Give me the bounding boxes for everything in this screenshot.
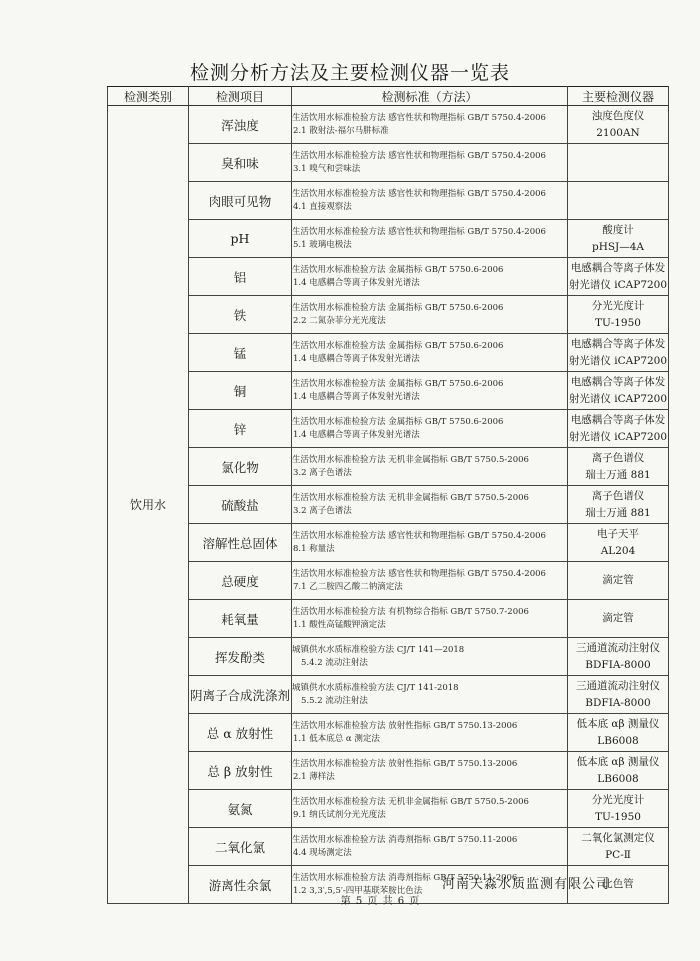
standard-line-2: 1.1 低本底总 α 测定法 <box>293 733 380 744</box>
standard-line-2: 3.2 离子色谱法 <box>293 467 352 478</box>
document-title: 检测分析方法及主要检测仪器一览表 <box>189 62 510 84</box>
test-standard <box>292 144 568 182</box>
test-item: 臭和味 <box>189 144 292 182</box>
instrument <box>568 524 669 562</box>
test-item: 氨氮 <box>189 790 292 828</box>
test-item: 总 β 放射性 <box>189 752 292 790</box>
test-item: 硫酸盐 <box>189 486 292 524</box>
test-standard <box>292 714 568 752</box>
instrument <box>568 448 669 486</box>
instrument <box>568 372 669 410</box>
test-standard <box>292 410 568 448</box>
test-standard <box>292 220 568 258</box>
standard-line-1: 生活饮用水标准检验方法 消毒剂指标 GB/T 5750.11-2006 <box>292 872 518 883</box>
test-item: 锌 <box>189 410 292 448</box>
instrument-line-1: 比色管 <box>602 878 634 890</box>
table-row <box>108 828 669 866</box>
table-row <box>108 258 669 296</box>
test-item: pH <box>189 220 292 258</box>
table-row <box>108 296 669 334</box>
test-item: 铜 <box>189 372 292 410</box>
standard-line-2: 2.1 薄样法 <box>293 771 335 782</box>
standard-line-1: 生活饮用水标准检验方法 感官性状和物理指标 GB/T 5750.4-2006 <box>292 530 546 541</box>
standard-line-1: 城镇供水水质标准检验方法 CJ/T 141-2018 <box>292 682 459 693</box>
table-body <box>108 106 669 904</box>
category-cell: 饮用水 <box>108 106 189 904</box>
instrument-line-1: 电感耦合等离子体发 <box>570 337 666 350</box>
table-row <box>108 562 669 600</box>
table-row <box>108 752 669 790</box>
standard-line-2: 1.4 电感耦合等离子体发射光谱法 <box>293 429 420 440</box>
instrument-line-2: LB6008 <box>597 772 639 785</box>
instrument-line-2: TU-1950 <box>595 810 641 823</box>
table-header-row <box>108 87 669 106</box>
standard-line-1: 生活饮用水标准检验方法 无机非金属指标 GB/T 5750.5-2006 <box>292 454 529 465</box>
test-standard <box>292 790 568 828</box>
table-row <box>108 144 669 182</box>
standard-line-1: 生活饮用水标准检验方法 无机非金属指标 GB/T 5750.5-2006 <box>292 796 529 807</box>
standard-line-2: 1.2 3,3′,5,5′-四甲基联苯胺比色法 <box>293 885 423 896</box>
standard-line-2: 3.2 离子色谱法 <box>293 505 352 516</box>
table-row <box>108 714 669 752</box>
table-row <box>108 334 669 372</box>
instrument-line-1: 滴定管 <box>602 612 634 624</box>
standard-line-2: 4.4 现场测定法 <box>293 847 352 858</box>
instrument <box>568 828 669 866</box>
instrument <box>568 334 669 372</box>
standard-line-1: 生活饮用水标准检验方法 金属指标 GB/T 5750.6-2006 <box>292 416 504 427</box>
standard-line-2: 1.4 电感耦合等离子体发射光谱法 <box>293 353 420 364</box>
standard-line-2: 2.1 散射法-福尔马肼标准 <box>293 125 389 136</box>
standard-line-2: 1.4 电感耦合等离子体发射光谱法 <box>293 391 420 402</box>
test-standard <box>292 486 568 524</box>
instrument-line-2: 射光谱仪 iCAP7200 <box>568 354 668 367</box>
instrument-line-2: pHSJ—4A <box>591 240 645 253</box>
instrument-line-2: 射光谱仪 iCAP7200 <box>568 430 668 443</box>
instrument <box>568 714 669 752</box>
instrument-line-1: 电感耦合等离子体发 <box>570 261 666 274</box>
standard-line-1: 生活饮用水标准检验方法 金属指标 GB/T 5750.6-2006 <box>292 302 504 313</box>
test-item: 铝 <box>189 258 292 296</box>
standard-line-2: 1.1 酸性高锰酸钾滴定法 <box>293 619 386 630</box>
test-item: 溶解性总固体 <box>189 524 292 562</box>
test-standard <box>292 258 568 296</box>
instrument-line-2: BDFIA-8000 <box>585 658 651 671</box>
instrument <box>568 600 669 638</box>
instrument-line-2: PC-Ⅱ <box>605 848 631 861</box>
header-standard: 检测标准（方法） <box>292 87 568 106</box>
instrument <box>568 410 669 448</box>
test-standard <box>292 752 568 790</box>
standard-line-1: 生活饮用水标准检验方法 有机物综合指标 GB/T 5750.7-2006 <box>292 606 529 617</box>
standard-line-1: 生活饮用水标准检验方法 感官性状和物理指标 GB/T 5750.4-2006 <box>292 112 546 123</box>
test-standard <box>292 448 568 486</box>
table-row <box>108 106 669 144</box>
standard-line-1: 生活饮用水标准检验方法 感官性状和物理指标 GB/T 5750.4-2006 <box>292 568 546 579</box>
header-item: 检测项目 <box>189 87 292 106</box>
standard-line-2: 8.1 称量法 <box>293 543 335 554</box>
standard-line-1: 生活饮用水标准检验方法 放射性指标 GB/T 5750.13-2006 <box>292 720 518 731</box>
instrument-line-2: LB6008 <box>597 734 639 747</box>
instrument <box>568 486 669 524</box>
test-item: 挥发酚类 <box>189 638 292 676</box>
standard-line-2: 4.1 直接观察法 <box>293 201 352 212</box>
methods-table <box>107 86 669 904</box>
instrument-line-2: 射光谱仪 iCAP7200 <box>568 278 668 291</box>
standard-line-2: 5.1 玻璃电极法 <box>293 239 352 250</box>
table-row <box>108 600 669 638</box>
standard-line-2: 1.4 电感耦合等离子体发射光谱法 <box>293 277 420 288</box>
test-item: 二氧化氯 <box>189 828 292 866</box>
test-item: 耗氧量 <box>189 600 292 638</box>
test-standard <box>292 372 568 410</box>
test-standard <box>292 676 568 714</box>
instrument-line-1: 离子色谱仪 <box>591 489 645 502</box>
instrument-line-1: 酸度计 <box>602 223 634 236</box>
instrument-line-2: 2100AN <box>596 126 640 139</box>
instrument-line-1: 电感耦合等离子体发 <box>570 375 666 388</box>
standard-line-1: 生活饮用水标准检验方法 金属指标 GB/T 5750.6-2006 <box>292 264 504 275</box>
test-item: 游离性余氯 <box>189 866 292 904</box>
standard-line-1: 生活饮用水标准检验方法 感官性状和物理指标 GB/T 5750.4-2006 <box>292 188 546 199</box>
table-row <box>108 638 669 676</box>
table-row <box>108 372 669 410</box>
standard-line-1: 生活饮用水标准检验方法 感官性状和物理指标 GB/T 5750.4-2006 <box>292 150 546 161</box>
instrument-line-2: BDFIA-8000 <box>585 696 651 709</box>
instrument-line-2: 瑞士万通 881 <box>585 468 651 481</box>
instrument <box>568 752 669 790</box>
test-standard <box>292 600 568 638</box>
standard-line-2: 5.4.2 流动注射法 <box>301 657 368 668</box>
table-row <box>108 524 669 562</box>
instrument-line-1: 浊度色度仪 <box>591 109 645 122</box>
instrument-line-2: 射光谱仪 iCAP7200 <box>568 392 668 405</box>
test-item: 铁 <box>189 296 292 334</box>
table-row <box>108 182 669 220</box>
standard-line-1: 生活饮用水标准检验方法 消毒剂指标 GB/T 5750.11-2006 <box>292 834 518 845</box>
header-category: 检测类别 <box>108 87 189 106</box>
instrument <box>568 676 669 714</box>
test-item: 浑浊度 <box>189 106 292 144</box>
instrument-line-1: 滴定管 <box>602 574 634 586</box>
standard-line-2: 2.2 二氮杂菲分光光度法 <box>293 315 386 326</box>
standard-line-1: 生活饮用水标准检验方法 金属指标 GB/T 5750.6-2006 <box>292 340 504 351</box>
table-row <box>108 790 669 828</box>
instrument-line-1: 三通道流动注射仪 <box>576 641 660 654</box>
instrument <box>568 106 669 144</box>
instrument-line-2: TU-1950 <box>595 316 641 329</box>
instrument-line-2: AL204 <box>600 544 636 557</box>
test-item: 氯化物 <box>189 448 292 486</box>
instrument-line-2: 瑞士万通 881 <box>585 506 651 519</box>
instrument <box>568 562 669 600</box>
standard-line-1: 城镇供水水质标准检验方法 CJ/T 141—2018 <box>292 644 465 655</box>
standard-line-1: 生活饮用水标准检验方法 无机非金属指标 GB/T 5750.5-2006 <box>292 492 529 503</box>
standard-line-1: 生活饮用水标准检验方法 放射性指标 GB/T 5750.13-2006 <box>292 758 518 769</box>
test-item: 肉眼可见物 <box>189 182 292 220</box>
standard-line-2: 9.1 纳氏试剂分光光度法 <box>293 809 386 820</box>
instrument-line-1: 离子色谱仪 <box>591 451 645 464</box>
test-item: 阴离子合成洗涤剂 <box>189 676 292 714</box>
instrument-line-1: 低本底 αβ 测量仪 <box>576 717 660 730</box>
instrument <box>568 790 669 828</box>
standard-line-2: 3.1 嗅气和尝味法 <box>293 163 361 174</box>
test-item: 总硬度 <box>189 562 292 600</box>
test-item: 总 α 放射性 <box>189 714 292 752</box>
test-standard <box>292 106 568 144</box>
standard-line-1: 生活饮用水标准检验方法 感官性状和物理指标 GB/T 5750.4-2006 <box>292 226 546 237</box>
table-row <box>108 220 669 258</box>
instrument <box>568 182 669 220</box>
test-standard <box>292 296 568 334</box>
table-row <box>108 410 669 448</box>
instrument <box>568 638 669 676</box>
instrument <box>568 296 669 334</box>
instrument-line-1: 低本底 αβ 测量仪 <box>576 755 660 768</box>
page-number: 第 5 页 共 6 页 <box>340 896 420 907</box>
instrument <box>568 144 669 182</box>
test-item: 锰 <box>189 334 292 372</box>
test-standard <box>292 334 568 372</box>
table-row <box>108 448 669 486</box>
company-name: 河南天淼水质监测有限公司 <box>442 877 611 892</box>
test-standard <box>292 828 568 866</box>
standard-line-1: 生活饮用水标准检验方法 金属指标 GB/T 5750.6-2006 <box>292 378 504 389</box>
test-standard <box>292 182 568 220</box>
test-standard <box>292 638 568 676</box>
instrument <box>568 220 669 258</box>
instrument-line-1: 分光光度计 <box>591 793 645 806</box>
instrument <box>568 258 669 296</box>
instrument-line-1: 电感耦合等离子体发 <box>570 413 666 426</box>
instrument-line-1: 电子天平 <box>597 527 639 540</box>
table-row <box>108 676 669 714</box>
standard-line-2: 7.1 乙二胺四乙酸二钠滴定法 <box>293 581 403 592</box>
header-instrument: 主要检测仪器 <box>568 87 669 106</box>
instrument-line-1: 二氧化氯测定仪 <box>581 831 655 844</box>
instrument-line-1: 分光光度计 <box>591 299 645 312</box>
instrument-line-1: 三通道流动注射仪 <box>576 679 660 692</box>
standard-line-2: 5.5.2 流动注射法 <box>301 695 368 706</box>
test-standard <box>292 524 568 562</box>
test-standard <box>292 562 568 600</box>
table-row <box>108 486 669 524</box>
